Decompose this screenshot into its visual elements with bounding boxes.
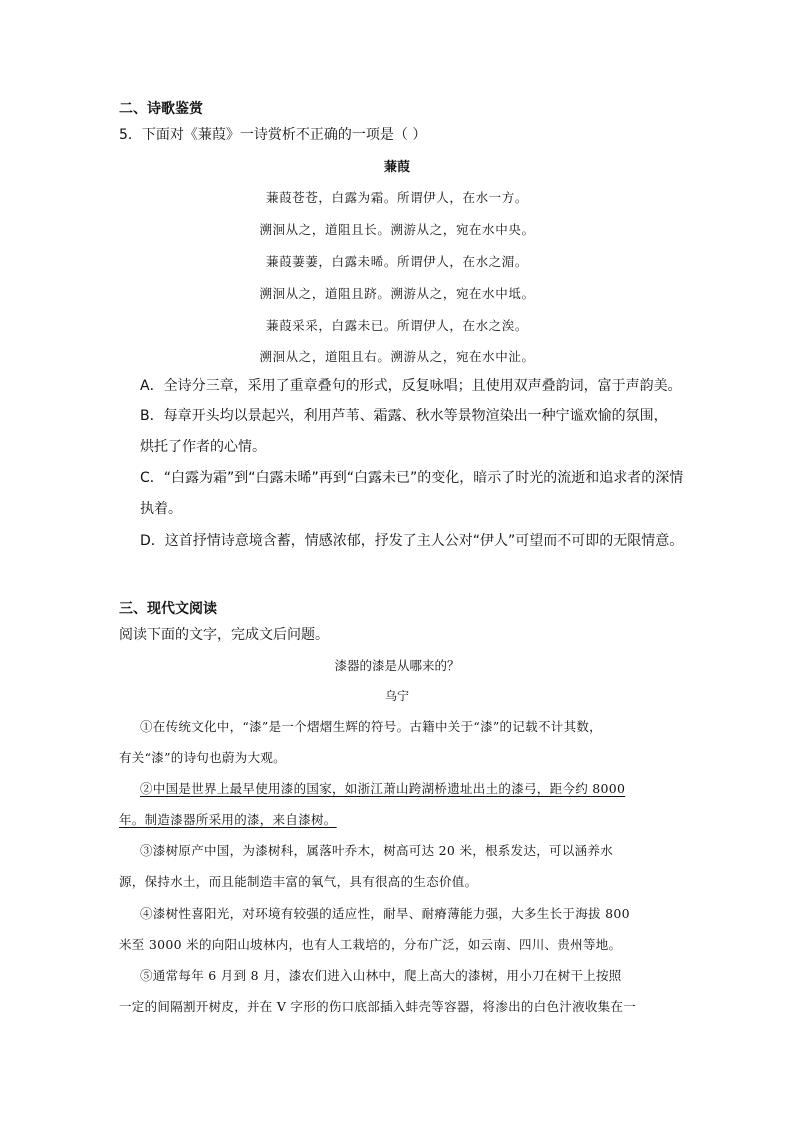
poem-line: 溯洄从之，道阻且右。溯游从之，宛在水中沚。 (259, 349, 535, 364)
article-title: 漆器的漆是从哪来的？ (334, 658, 460, 673)
option-c: C．“白露为霜”到“白露未晞”再到“白露未已”的变化，暗示了时光的流逝和追求者的深情 (140, 470, 684, 486)
section-heading-poetry: 二、诗歌鉴赏 (119, 101, 203, 117)
option-d: D．这首抒情诗意境含蓄，情感浓郁，抒发了主人公对“伊人”可望而不可即的无限情意。 (140, 533, 684, 549)
poem-line: 蒹葭苍苍，白露为霜。所谓伊人，在水一方。 (265, 190, 528, 205)
poem-line: 溯洄从之，道阻且跻。溯游从之，宛在水中坻。 (259, 286, 535, 301)
option-a: A．全诗分三章，采用了重章叠句的形式，反复咏唱；且使用双声叠韵词，富于声韵美。 (140, 378, 682, 394)
option-c-continued: 执着。 (140, 501, 182, 517)
reading-instructions: 阅读下面的文字，完成文后问题。 (119, 627, 329, 643)
option-b-continued: 烘托了作者的心情。 (140, 439, 266, 455)
poem-line: 溯洄从之，道阻且长。溯游从之，宛在水中央。 (259, 222, 535, 237)
paragraph-1-line-1: ①在传统文化中，“漆”是一个熠熠生辉的符号。古籍中关于“漆”的记载不计其数， (140, 719, 602, 734)
poem-line: 蒹葭采采，白露未已。所谓伊人，在水之涘。 (265, 318, 528, 333)
question-stem: 5．下面对《蒹葭》一诗赏析不正确的一项是（ ） (119, 127, 427, 143)
paragraph-4-line-2: 米至 3000 米的向阳山坡林内，也有人工栽培的，分布广泛，如云南、四川、贵州等地。 (119, 937, 622, 952)
paragraph-4-line-1: ④漆树性喜阳光，对环境有较强的适应性，耐旱、耐瘠薄能力强，大多生长于海拔 800 (140, 906, 630, 921)
paragraph-2-line-1: ②中国是世界上最早使用漆的国家，如浙江萧山跨湖桥遗址出土的漆弓，距今约 8000 (140, 781, 626, 796)
poem-line: 蒹葭萋萋，白露未晞。所谓伊人，在水之湄。 (265, 254, 528, 269)
paragraph-5-line-1: ⑤通常每年 6 月到 8 月，漆农们进入山林中，爬上高大的漆树，用小刀在树干上按照 (140, 968, 622, 983)
section-heading-reading: 三、现代文阅读 (119, 601, 217, 617)
poem-title: 蒹葭 (383, 160, 410, 175)
article-author: 乌宁 (384, 689, 409, 703)
paragraph-3-line-2: 源，保持水土，而且能制造丰富的氧气，具有很高的生态价值。 (119, 874, 478, 889)
paragraph-2-line-2: 年。制造漆器所采用的漆，来自漆树。 (119, 812, 337, 827)
paragraph-1-line-2: 有关“漆”的诗句也蔚为大观。 (119, 750, 286, 765)
paragraph-3-line-1: ③漆树原产中国，为漆树科，属落叶乔木，树高可达 20 米，根系发达，可以涵养水 (140, 843, 614, 858)
option-b: B．每章开头均以景起兴，利用芦苇、霜露、秋水等景物渲染出一种宁谧欢愉的氛围， (140, 408, 668, 424)
paragraph-5-line-2: 一定的间隔割开树皮，并在 V 字形的伤口底部插入蚌壳等容器，将渗出的白色汁液收集在一 (119, 999, 637, 1014)
